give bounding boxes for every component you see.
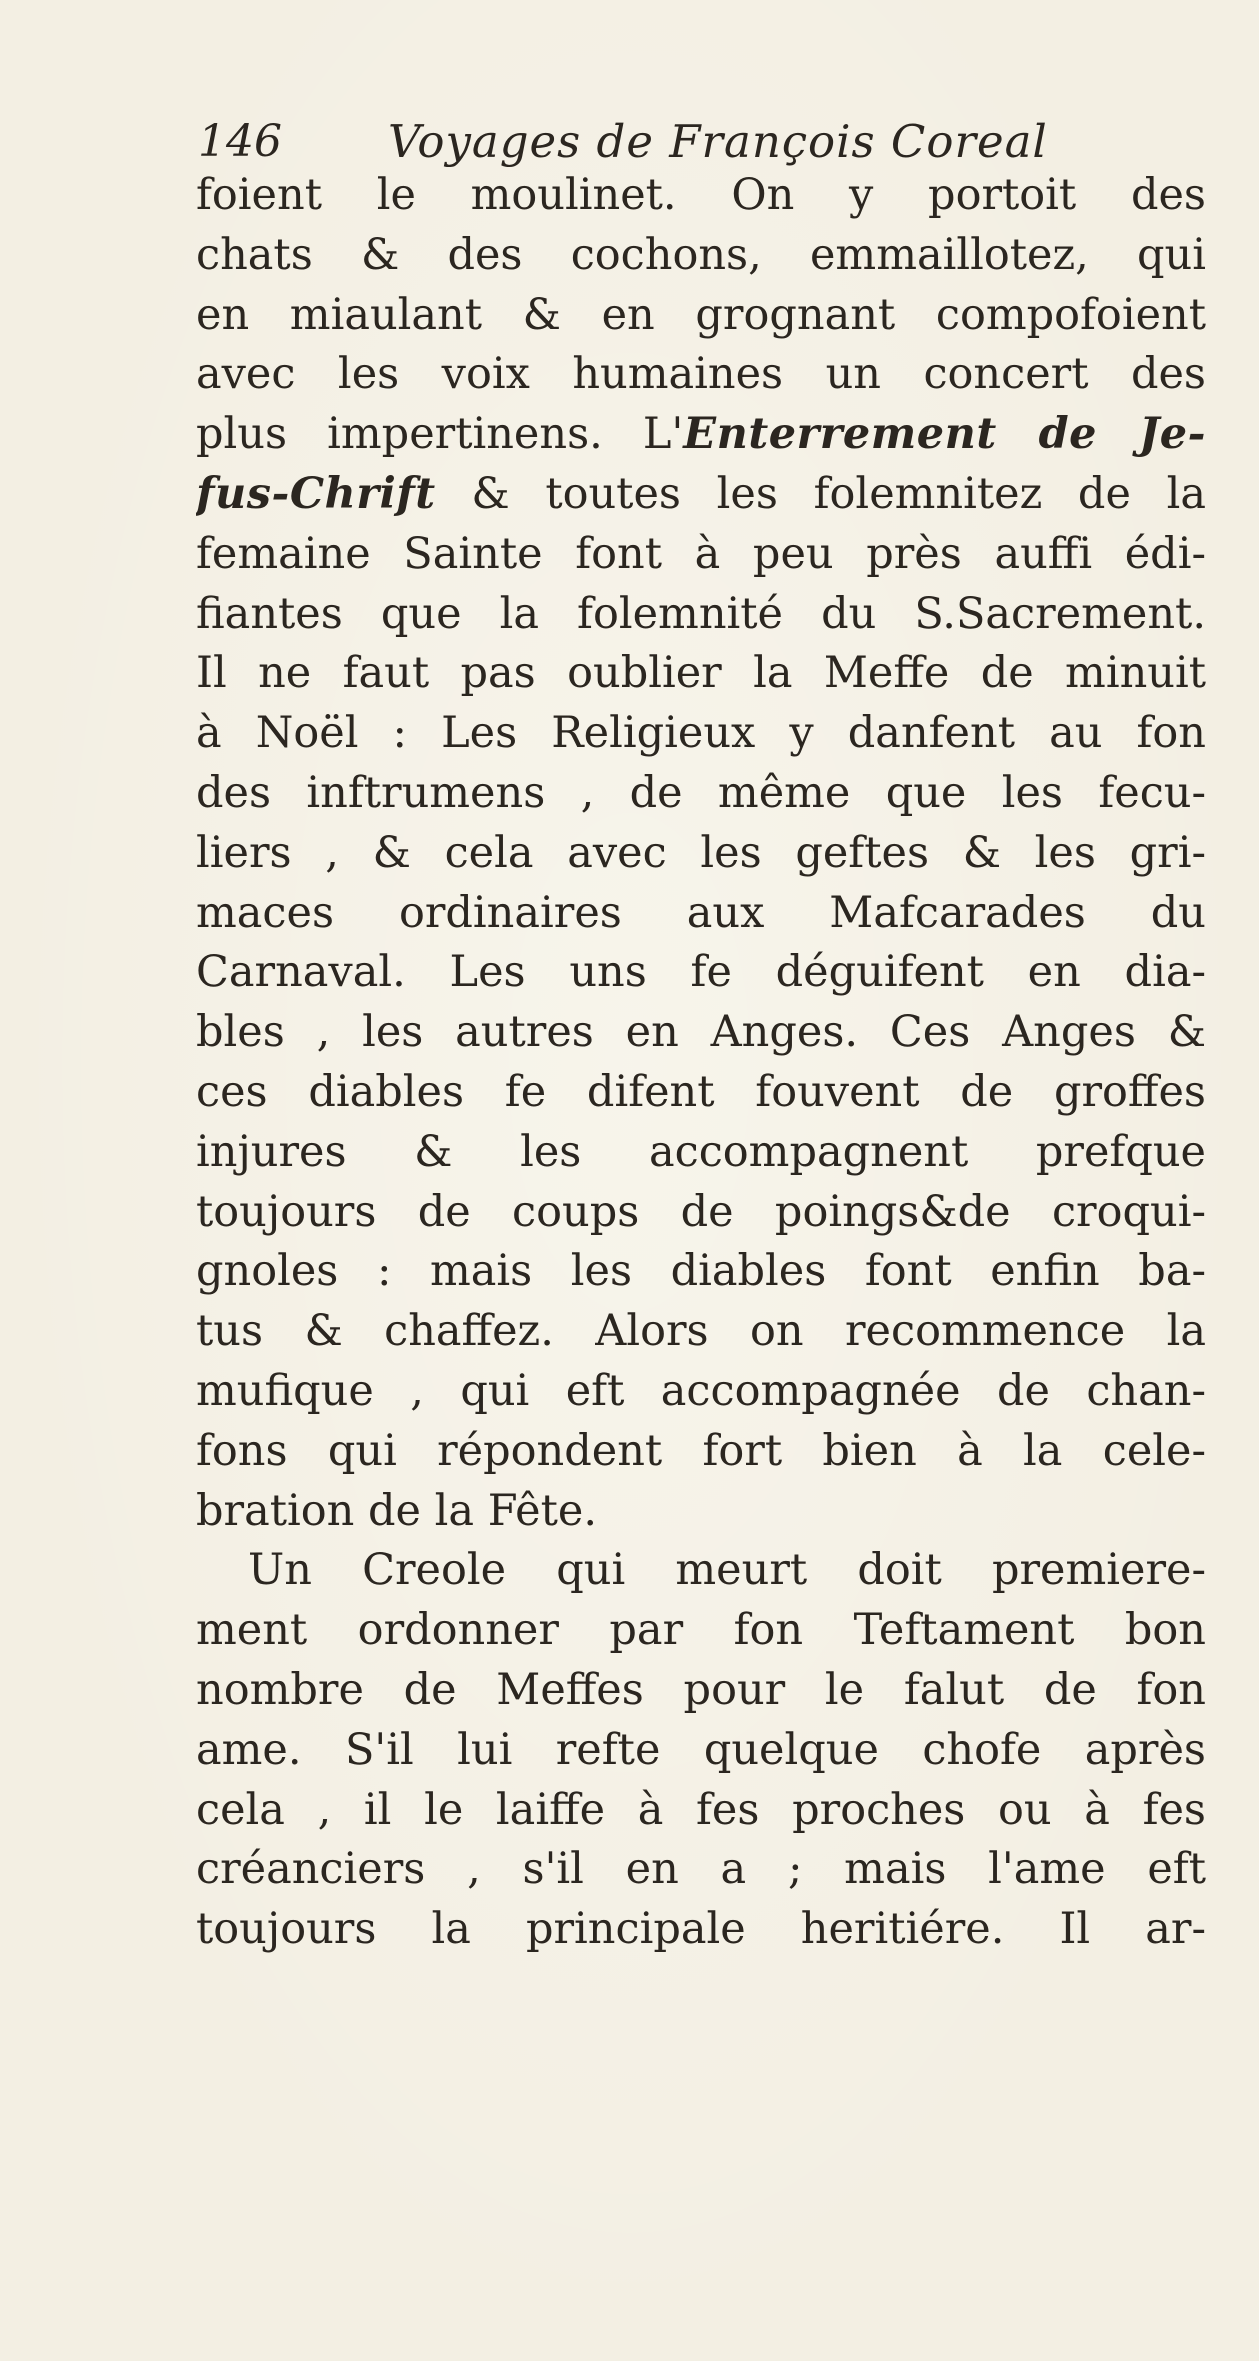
line-text: femaine Sainte font à peu près auffi édi- — [196, 528, 1206, 579]
italic-title-text: fus-Chrift — [196, 468, 436, 519]
line-text: chats & des cochons, emmaillotez, qui — [196, 229, 1206, 280]
text-line — [196, 1661, 1206, 1721]
line-text: Il ne faut pas oublier la Meffe de minuit — [196, 648, 1206, 699]
text-line — [196, 345, 1206, 405]
line-text: Carnaval. Les uns fe déguifent en dia- — [196, 947, 1206, 998]
line-text: bles , les autres en Anges. Ces Anges & — [196, 1007, 1206, 1058]
text-line — [196, 884, 1206, 944]
text-line — [196, 1183, 1206, 1243]
line-text: créanciers , s'il en a ; mais l'ame eft — [196, 1844, 1206, 1895]
line-text: ame. S'il lui refte quelque chofe après — [196, 1724, 1206, 1775]
text-line — [196, 824, 1206, 884]
text-line — [196, 1422, 1206, 1482]
line-text: liers , & cela avec les geftes & les gri- — [196, 827, 1206, 878]
text-line — [196, 525, 1206, 585]
line-text: injures & les accompagnent prefque — [196, 1126, 1206, 1177]
page-number: 146 — [198, 116, 282, 167]
line-text: mufique , qui eft accompagnée de chan- — [196, 1365, 1206, 1416]
text-line — [196, 166, 1206, 226]
line-text: plus impertinens. L' — [196, 409, 684, 460]
text-line — [196, 704, 1206, 764]
text-line — [196, 465, 1206, 525]
line-text: à Noël : Les Religieux y danfent au fon — [196, 708, 1206, 759]
line-text: des inftrumens , de même que les fecu- — [196, 767, 1206, 818]
text-line — [196, 1003, 1206, 1063]
line-text: en miaulant & en grognant compofoient — [196, 289, 1206, 340]
line-text: toujours la principale heritiére. Il ar- — [196, 1904, 1206, 1955]
text-line — [196, 1541, 1206, 1601]
line-text: nombre de Meffes pour le falut de fon — [196, 1664, 1206, 1715]
italic-title-text: Enterrement de Je- — [683, 409, 1206, 460]
text-line — [196, 1123, 1206, 1183]
line-text: ment ordonner par fon Teftament bon — [196, 1605, 1206, 1656]
line-text: Un Creole qui meurt doit premiere- — [248, 1545, 1206, 1596]
text-line — [196, 943, 1206, 1003]
text-line — [196, 1362, 1206, 1422]
text-line — [196, 1721, 1206, 1781]
line-text: fons qui répondent fort bien à la cele- — [196, 1425, 1206, 1476]
line-text: ces diables fe difent fouvent de groffes — [196, 1066, 1206, 1117]
line-text: tus & chaffez. Alors on recommence la — [196, 1306, 1206, 1357]
text-line — [196, 1601, 1206, 1661]
line-text: bration de la Fête. — [196, 1485, 598, 1536]
line-text: maces ordinaires aux Mafcarades du — [196, 887, 1206, 938]
text-line — [196, 286, 1206, 346]
text-line — [196, 1063, 1206, 1123]
text-line — [196, 764, 1206, 824]
text-line — [196, 1900, 1206, 1960]
text-line — [196, 1781, 1206, 1841]
line-text: foient le moulinet. On y portoit des — [196, 170, 1206, 220]
text-line — [196, 1302, 1206, 1362]
text-line — [196, 1242, 1206, 1302]
text-line — [196, 644, 1206, 704]
running-head — [198, 112, 1098, 172]
text-line — [196, 585, 1206, 645]
line-text: cela , il le laiffe à fes proches ou à fes — [196, 1784, 1206, 1835]
text-line — [196, 1482, 1206, 1542]
text-line — [196, 226, 1206, 286]
running-title: Voyages de François Coreal — [388, 115, 1048, 168]
line-text: & toutes les folemnitez de la — [435, 468, 1206, 519]
text-line — [196, 1840, 1206, 1900]
text-line — [196, 405, 1206, 465]
line-text: fiantes que la folemnité du S.Sacrement. — [196, 588, 1206, 639]
line-text: avec les voix humaines un concert des — [196, 349, 1206, 400]
line-text: gnoles : mais les diables font enfin ba- — [196, 1246, 1206, 1297]
body-text — [196, 166, 1206, 1960]
line-text: toujours de coups de poings&de croqui- — [196, 1186, 1206, 1237]
